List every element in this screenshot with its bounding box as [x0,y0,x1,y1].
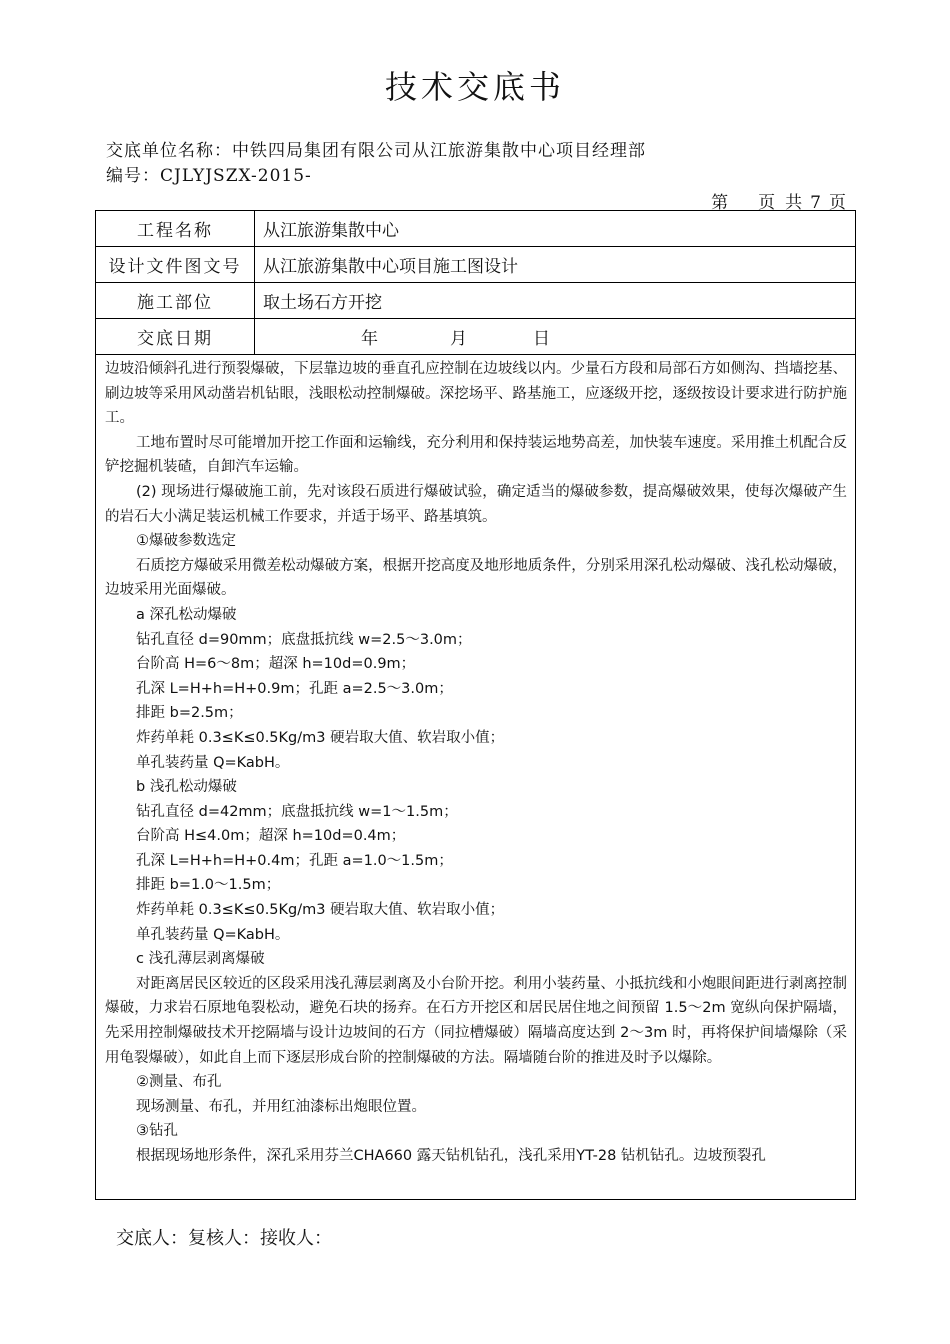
header-table [95,210,856,355]
paragraph: c 浅孔薄层剥离爆破 [136,951,265,968]
page-total: 7 [810,193,821,213]
date-month: 月 [450,329,467,349]
paragraph: (2) 现场进行爆破施工前，先对该段石质进行爆破试验，确定适当的爆破参数，提高爆破效果，使每次爆破产生的岩石大小满足装运机械工作要求，并适于场平、路基填筑。 [105,483,847,525]
table-row [96,211,856,247]
page-ye: 页 [758,193,776,213]
document-title: 技术交底书 [384,68,565,106]
paragraph: 台阶高 H≤4.0m；超深 h=10d=0.4m； [136,828,406,845]
paragraph: b 浅孔松动爆破 [136,779,237,796]
signature-line: 交底人：复核人：接收人： [116,1228,332,1249]
field-label: 施工部位 [96,283,255,319]
paragraph: 孔深 L=H+h=H+0.9m；孔距 a=2.5～3.0m； [136,680,453,697]
field-label: 工程名称 [96,211,255,247]
paragraph: 单孔装药量 Q=KabH。 [136,754,290,771]
paragraph: 现场测量、布孔，并用红油漆标出炮眼位置。 [136,1098,426,1115]
paragraph: a 深孔松动爆破 [136,606,237,623]
date-year: 年 [361,329,378,349]
field-value: 取土场石方开挖 [255,283,856,319]
content-box [95,355,856,1200]
field-label: 交底日期 [96,319,255,355]
paragraph: ②测量、布孔 [136,1074,222,1091]
field-label: 设计文件图文号 [96,247,255,283]
table-row [96,247,856,283]
paragraph: 钻孔直径 d=42mm；底盘抵抗线 w=1～1.5m； [136,803,458,820]
paragraph: 单孔装药量 Q=KabH。 [136,926,290,943]
unit-label: 交底单位名称： [106,141,232,161]
field-value: 从江旅游集散中心 [255,211,856,247]
date-value [255,319,856,355]
paragraph: 炸药单耗 0.3≤K≤0.5Kg/m3 硬岩取大值、软岩取小值； [136,902,505,919]
table-row [96,319,856,355]
content-text [96,355,855,1169]
page-gong: 共 [785,193,803,213]
paragraph: 工地布置时尽可能增加开挖工作面和运输线，充分利用和保持装运地势高差，加快装车速度。采用推土机配合反铲挖掘机装碴，自卸汽车运输。 [105,434,847,476]
paragraph: 台阶高 H=6～8m；超深 h=10d=0.9m； [136,656,416,673]
paragraph: ①爆破参数选定 [136,533,236,550]
paragraph: 炸药单耗 0.3≤K≤0.5Kg/m3 硬岩取大值、软岩取小值； [136,729,505,746]
code-line [106,161,312,186]
paragraph: 钻孔直径 d=90mm；底盘抵抗线 w=2.5～3.0m； [136,631,472,648]
page-ye2: 页 [829,193,846,213]
code-value: CJLYJSZX-2015- [160,166,312,186]
table-row [96,283,856,319]
paragraph: ③钻孔 [136,1123,178,1140]
paragraph: 排距 b=1.0～1.5m； [136,877,281,894]
paragraph: 根据现场地形条件，深孔采用芬兰CHA660 露天钻机钻孔，浅孔采用YT-28 钻机钻孔。边坡预裂孔 [136,1148,766,1164]
paragraph: 石质挖方爆破采用微差松动爆破方案，根据开挖高度及地形地质条件，分别采用深孔松动爆破、浅孔松动爆破，边坡采用光面爆破。 [105,557,847,599]
page-di: 第 [711,193,729,213]
code-label: 编号： [106,166,160,186]
paragraph: 边坡沿倾斜孔进行预裂爆破，下层靠边坡的垂直孔应控制在边坡线以内。少量石方段和局部石方如侧沟、挡墙挖基、刷边坡等采用风动凿岩机钻眼，浅眼松动控制爆破。深挖场平、路基施工，应逐级开挖，逐级按设计要求进行防护施工。 [105,361,847,427]
paragraph: 排距 b=2.5m； [136,705,243,722]
paragraph: 对距离居民区较近的区段采用浅孔薄层剥离及小台阶开挖。利用小装药量、小抵抗线和小炮眼间距进行剥离控制爆破，力求岩石原地龟裂松动，避免石块的扬弃。在石方开挖区和居民居住地之间预留 1.5～2m 宽纵向保护隔墙，先采用控制爆破技术开挖隔墙与设计边坡间的石方（同拉槽爆破）隔墙高度达到 2～3m 时，再将保护间墙爆除（采用龟裂爆破），如此自上而下逐层形成台阶的控制爆破的方法。隔墙随台阶的推进及时予以爆除。 [105,975,847,1066]
paragraph: 孔深 L=H+h=H+0.4m；孔距 a=1.0～1.5m； [136,852,453,869]
unit-value: 中铁四局集团有限公司从江旅游集散中心项目经理部 [232,141,646,161]
field-value: 从江旅游集散中心项目施工图设计 [255,247,856,283]
date-day: 日 [533,329,550,349]
unit-line [106,136,646,161]
